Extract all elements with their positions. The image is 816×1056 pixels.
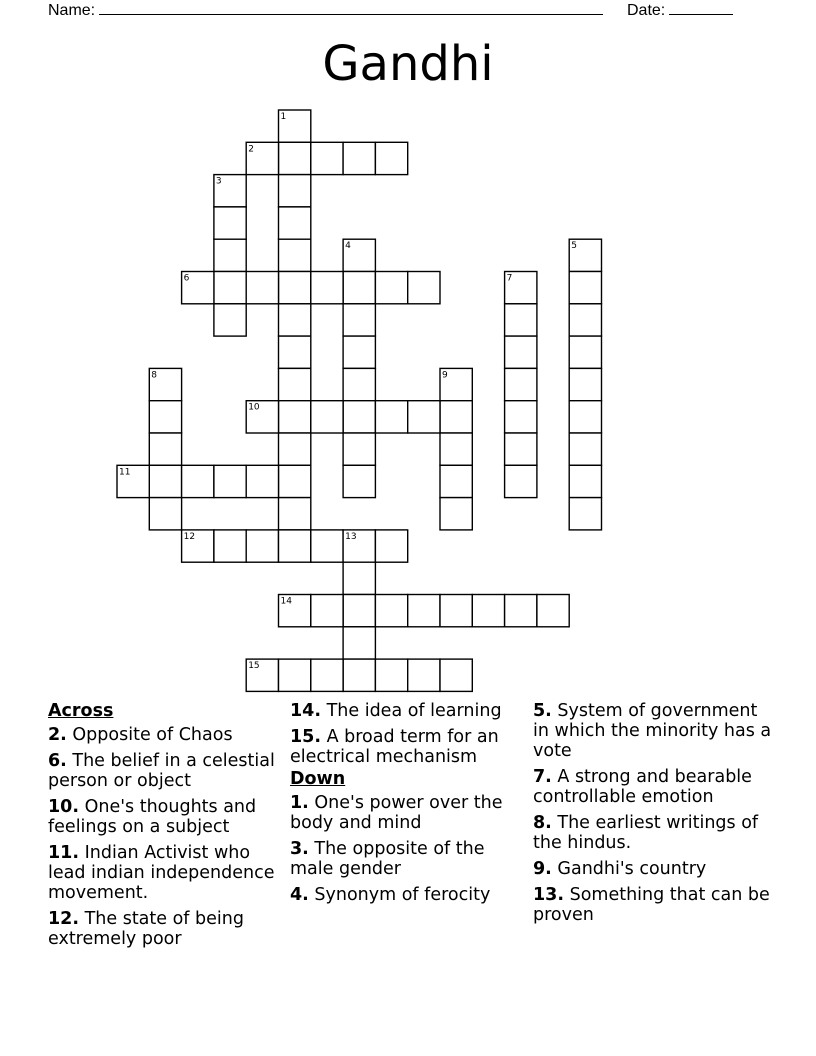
clue-number: 14. [290, 701, 322, 721]
clue-number: 15. [290, 727, 322, 747]
grid-cell[interactable] [311, 595, 343, 627]
clue-text: Something that can be proven [533, 885, 770, 925]
clue-number: 1. [290, 793, 309, 813]
grid-cell[interactable] [375, 142, 407, 174]
clue-column-1 [48, 701, 284, 955]
clue-number-label: 15 [248, 661, 260, 672]
clue-text: The opposite of the male gender [290, 839, 485, 879]
clue-across-11 [48, 843, 284, 903]
grid-cell[interactable] [505, 595, 537, 627]
grid-cell[interactable] [279, 142, 311, 174]
grid-cell[interactable] [440, 498, 472, 530]
grid-cell[interactable] [375, 530, 407, 562]
clue-number-label: 11 [119, 467, 131, 478]
grid-cell[interactable] [505, 465, 537, 497]
grid-cell[interactable] [343, 401, 375, 433]
grid-cell[interactable] [472, 595, 504, 627]
grid-cell[interactable] [149, 401, 181, 433]
across-heading: Across [48, 701, 114, 721]
grid-cell[interactable] [214, 530, 246, 562]
grid-cell[interactable] [440, 595, 472, 627]
clue-across-15 [290, 727, 526, 767]
grid-cell[interactable] [440, 465, 472, 497]
grid-cell[interactable] [279, 498, 311, 530]
grid-cell[interactable] [214, 239, 246, 271]
grid-cell[interactable] [569, 368, 601, 400]
clue-number: 6. [48, 751, 67, 771]
clue-number-label: 4 [345, 241, 351, 252]
grid-cell[interactable] [311, 401, 343, 433]
grid-cell[interactable] [279, 336, 311, 368]
grid-cell[interactable] [214, 304, 246, 336]
grid-cell[interactable] [569, 336, 601, 368]
clue-number-label: 14 [280, 596, 292, 607]
grid-cell[interactable] [182, 465, 214, 497]
grid-cell[interactable] [375, 595, 407, 627]
grid-cell[interactable] [311, 659, 343, 691]
grid-cell[interactable] [279, 465, 311, 497]
grid-cell[interactable] [279, 175, 311, 207]
clue-across-2 [48, 725, 284, 745]
grid-cell[interactable] [279, 659, 311, 691]
grid-cell[interactable] [279, 304, 311, 336]
grid-cell[interactable] [279, 368, 311, 400]
grid-cell[interactable] [246, 272, 278, 304]
clue-number: 8. [533, 813, 552, 833]
grid-cell[interactable] [214, 465, 246, 497]
clue-number: 10. [48, 797, 80, 817]
grid-cell[interactable] [149, 498, 181, 530]
grid-cell[interactable] [279, 433, 311, 465]
puzzle-title: Gandhi [322, 36, 494, 92]
clue-text: Indian Activist who lead indian independence movement. [48, 843, 275, 903]
clue-number-label: 13 [345, 531, 357, 542]
clue-number-label: 10 [248, 402, 260, 413]
grid-cell[interactable] [311, 142, 343, 174]
clue-text: Synonym of ferocity [314, 885, 491, 905]
grid-cell[interactable] [569, 498, 601, 530]
grid-cell[interactable] [343, 368, 375, 400]
clue-text: System of government in which the minority has a vote [533, 701, 772, 761]
clue-number: 11. [48, 843, 80, 863]
clue-number: 13. [533, 885, 565, 905]
grid-cell[interactable] [537, 595, 569, 627]
clue-across-6 [48, 751, 284, 791]
grid-cell[interactable] [505, 336, 537, 368]
clue-number-label: 8 [151, 370, 158, 381]
clue-number-label: 1 [280, 112, 287, 122]
grid-cell[interactable] [279, 207, 311, 239]
grid-cell[interactable] [408, 272, 440, 304]
grid-cell[interactable] [279, 239, 311, 271]
grid-cell[interactable] [505, 401, 537, 433]
down-heading: Down [290, 769, 346, 789]
grid-cell[interactable] [279, 401, 311, 433]
grid-cell[interactable] [375, 659, 407, 691]
grid-cell[interactable] [343, 595, 375, 627]
grid-cell[interactable] [569, 272, 601, 304]
grid-cell[interactable] [440, 401, 472, 433]
clue-number-label: 3 [215, 176, 222, 187]
clue-column-3 [533, 701, 773, 931]
clue-number-label: 2 [248, 144, 254, 155]
grid-cell[interactable] [343, 142, 375, 174]
grid-cell[interactable] [569, 304, 601, 336]
clue-text: One's power over the body and mind [290, 793, 503, 833]
clue-text: Gandhi's country [557, 859, 707, 879]
clue-number: 2. [48, 725, 67, 745]
grid-cell[interactable] [505, 304, 537, 336]
grid-cell[interactable] [343, 659, 375, 691]
clue-text: The state of being extremely poor [48, 909, 244, 949]
grid-cell[interactable] [343, 465, 375, 497]
grid-cell[interactable] [569, 433, 601, 465]
grid-cell[interactable] [343, 433, 375, 465]
grid-cell[interactable] [246, 465, 278, 497]
clue-across-12 [48, 909, 284, 949]
clue-text: The earliest writings of the hindus. [533, 813, 759, 853]
grid-cell[interactable] [279, 272, 311, 304]
clue-down-7 [533, 767, 773, 807]
grid-cell[interactable] [343, 627, 375, 659]
clue-text: The belief in a celestial person or object [48, 751, 275, 791]
clue-down-5 [533, 701, 773, 761]
clue-down-13 [533, 885, 773, 925]
clue-number: 7. [533, 767, 552, 787]
grid-cell[interactable] [311, 530, 343, 562]
grid-cell[interactable] [440, 659, 472, 691]
clue-down-8 [533, 813, 773, 853]
clue-across-10 [48, 797, 284, 837]
clue-text: A strong and bearable controllable emotion [533, 767, 752, 807]
grid-cell[interactable] [408, 401, 440, 433]
clue-number: 12. [48, 909, 80, 929]
grid-cell[interactable] [149, 465, 181, 497]
grid-cell[interactable] [440, 433, 472, 465]
clue-number: 9. [533, 859, 552, 879]
clue-number-label: 6 [183, 273, 190, 284]
grid-cell[interactable] [343, 562, 375, 594]
clue-number: 4. [290, 885, 309, 905]
grid-cell[interactable] [408, 659, 440, 691]
grid-cell[interactable] [375, 272, 407, 304]
grid-cell[interactable] [505, 433, 537, 465]
grid-cell[interactable] [279, 530, 311, 562]
clue-text: The idea of learning [326, 701, 502, 721]
clue-down-9 [533, 859, 773, 879]
clue-number-label: 12 [183, 531, 196, 542]
grid-cell[interactable] [408, 595, 440, 627]
name-label: Name: [48, 2, 96, 19]
clue-down-1 [290, 793, 526, 833]
grid-cell[interactable] [343, 336, 375, 368]
clue-text: One's thoughts and feelings on a subject [48, 797, 257, 837]
clue-text: A broad term for an electrical mechanism [290, 727, 499, 767]
clue-number-label: 9 [442, 370, 448, 381]
clue-across-14 [290, 701, 526, 721]
grid-cell[interactable] [343, 272, 375, 304]
clue-column-2 [290, 701, 526, 911]
clue-number: 3. [290, 839, 309, 859]
grid-cell[interactable] [569, 465, 601, 497]
grid-cell[interactable] [214, 272, 246, 304]
grid-cell[interactable] [149, 433, 181, 465]
clue-number-label: 7 [506, 273, 513, 284]
date-label: Date: [627, 2, 666, 19]
grid-cell[interactable] [214, 207, 246, 239]
grid-cell[interactable] [375, 401, 407, 433]
grid-cell[interactable] [246, 530, 278, 562]
clue-number-label: 5 [571, 241, 577, 252]
grid-cell[interactable] [569, 401, 601, 433]
grid-cell[interactable] [311, 272, 343, 304]
clue-down-4 [290, 885, 526, 905]
grid-cell[interactable] [505, 368, 537, 400]
clue-text: Opposite of Chaos [72, 725, 233, 745]
grid-cell[interactable] [343, 304, 375, 336]
clue-number: 5. [533, 701, 552, 721]
clue-down-3 [290, 839, 526, 879]
